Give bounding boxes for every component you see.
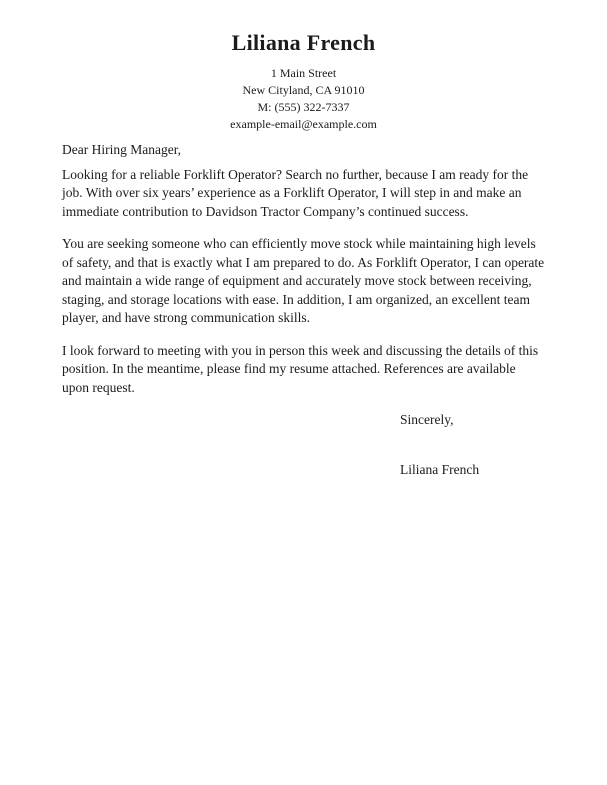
contact-email: example-email@example.com [230, 117, 377, 131]
contact-phone: M: (555) 322-7337 [257, 100, 350, 114]
sender-name: Liliana French [231, 30, 376, 55]
closing-block [400, 411, 545, 479]
closing-phrase: Sincerely, [400, 412, 454, 427]
address-line-street: 1 Main Street [270, 66, 337, 80]
body-paragraph-3: I look forward to meeting with you in person this week and discussing the details of this position. In the meantime, please find my resume attached. References are available upon request. [62, 342, 539, 395]
salutation: Dear Hiring Manager, [62, 142, 182, 157]
contact-block [62, 65, 545, 133]
address-line-city: New Cityland, CA 91010 [242, 83, 365, 97]
body-paragraph-2: You are seeking someone who can efficiently move stock while maintaining high levels of safety, and that is exactly what I am prepared to do. As Forklift Operator, I can operate and maintain a wide range of equipment and accurately move stock between receiving, staging, and storage locations with ease. In addition, I am organized, an excellent team player, and have strong communication skills. [62, 236, 545, 325]
body-paragraph-1: Looking for a reliable Forklift Operator? Search no further, because I am ready for the job. With over six years’ experience as a Forklift Operator, I will step in and make an immediate contribution to Davidson Tractor Company’s continued success. [62, 166, 529, 219]
letter-header [62, 30, 545, 133]
signature-name: Liliana French [400, 461, 480, 477]
letter-body [62, 141, 545, 479]
